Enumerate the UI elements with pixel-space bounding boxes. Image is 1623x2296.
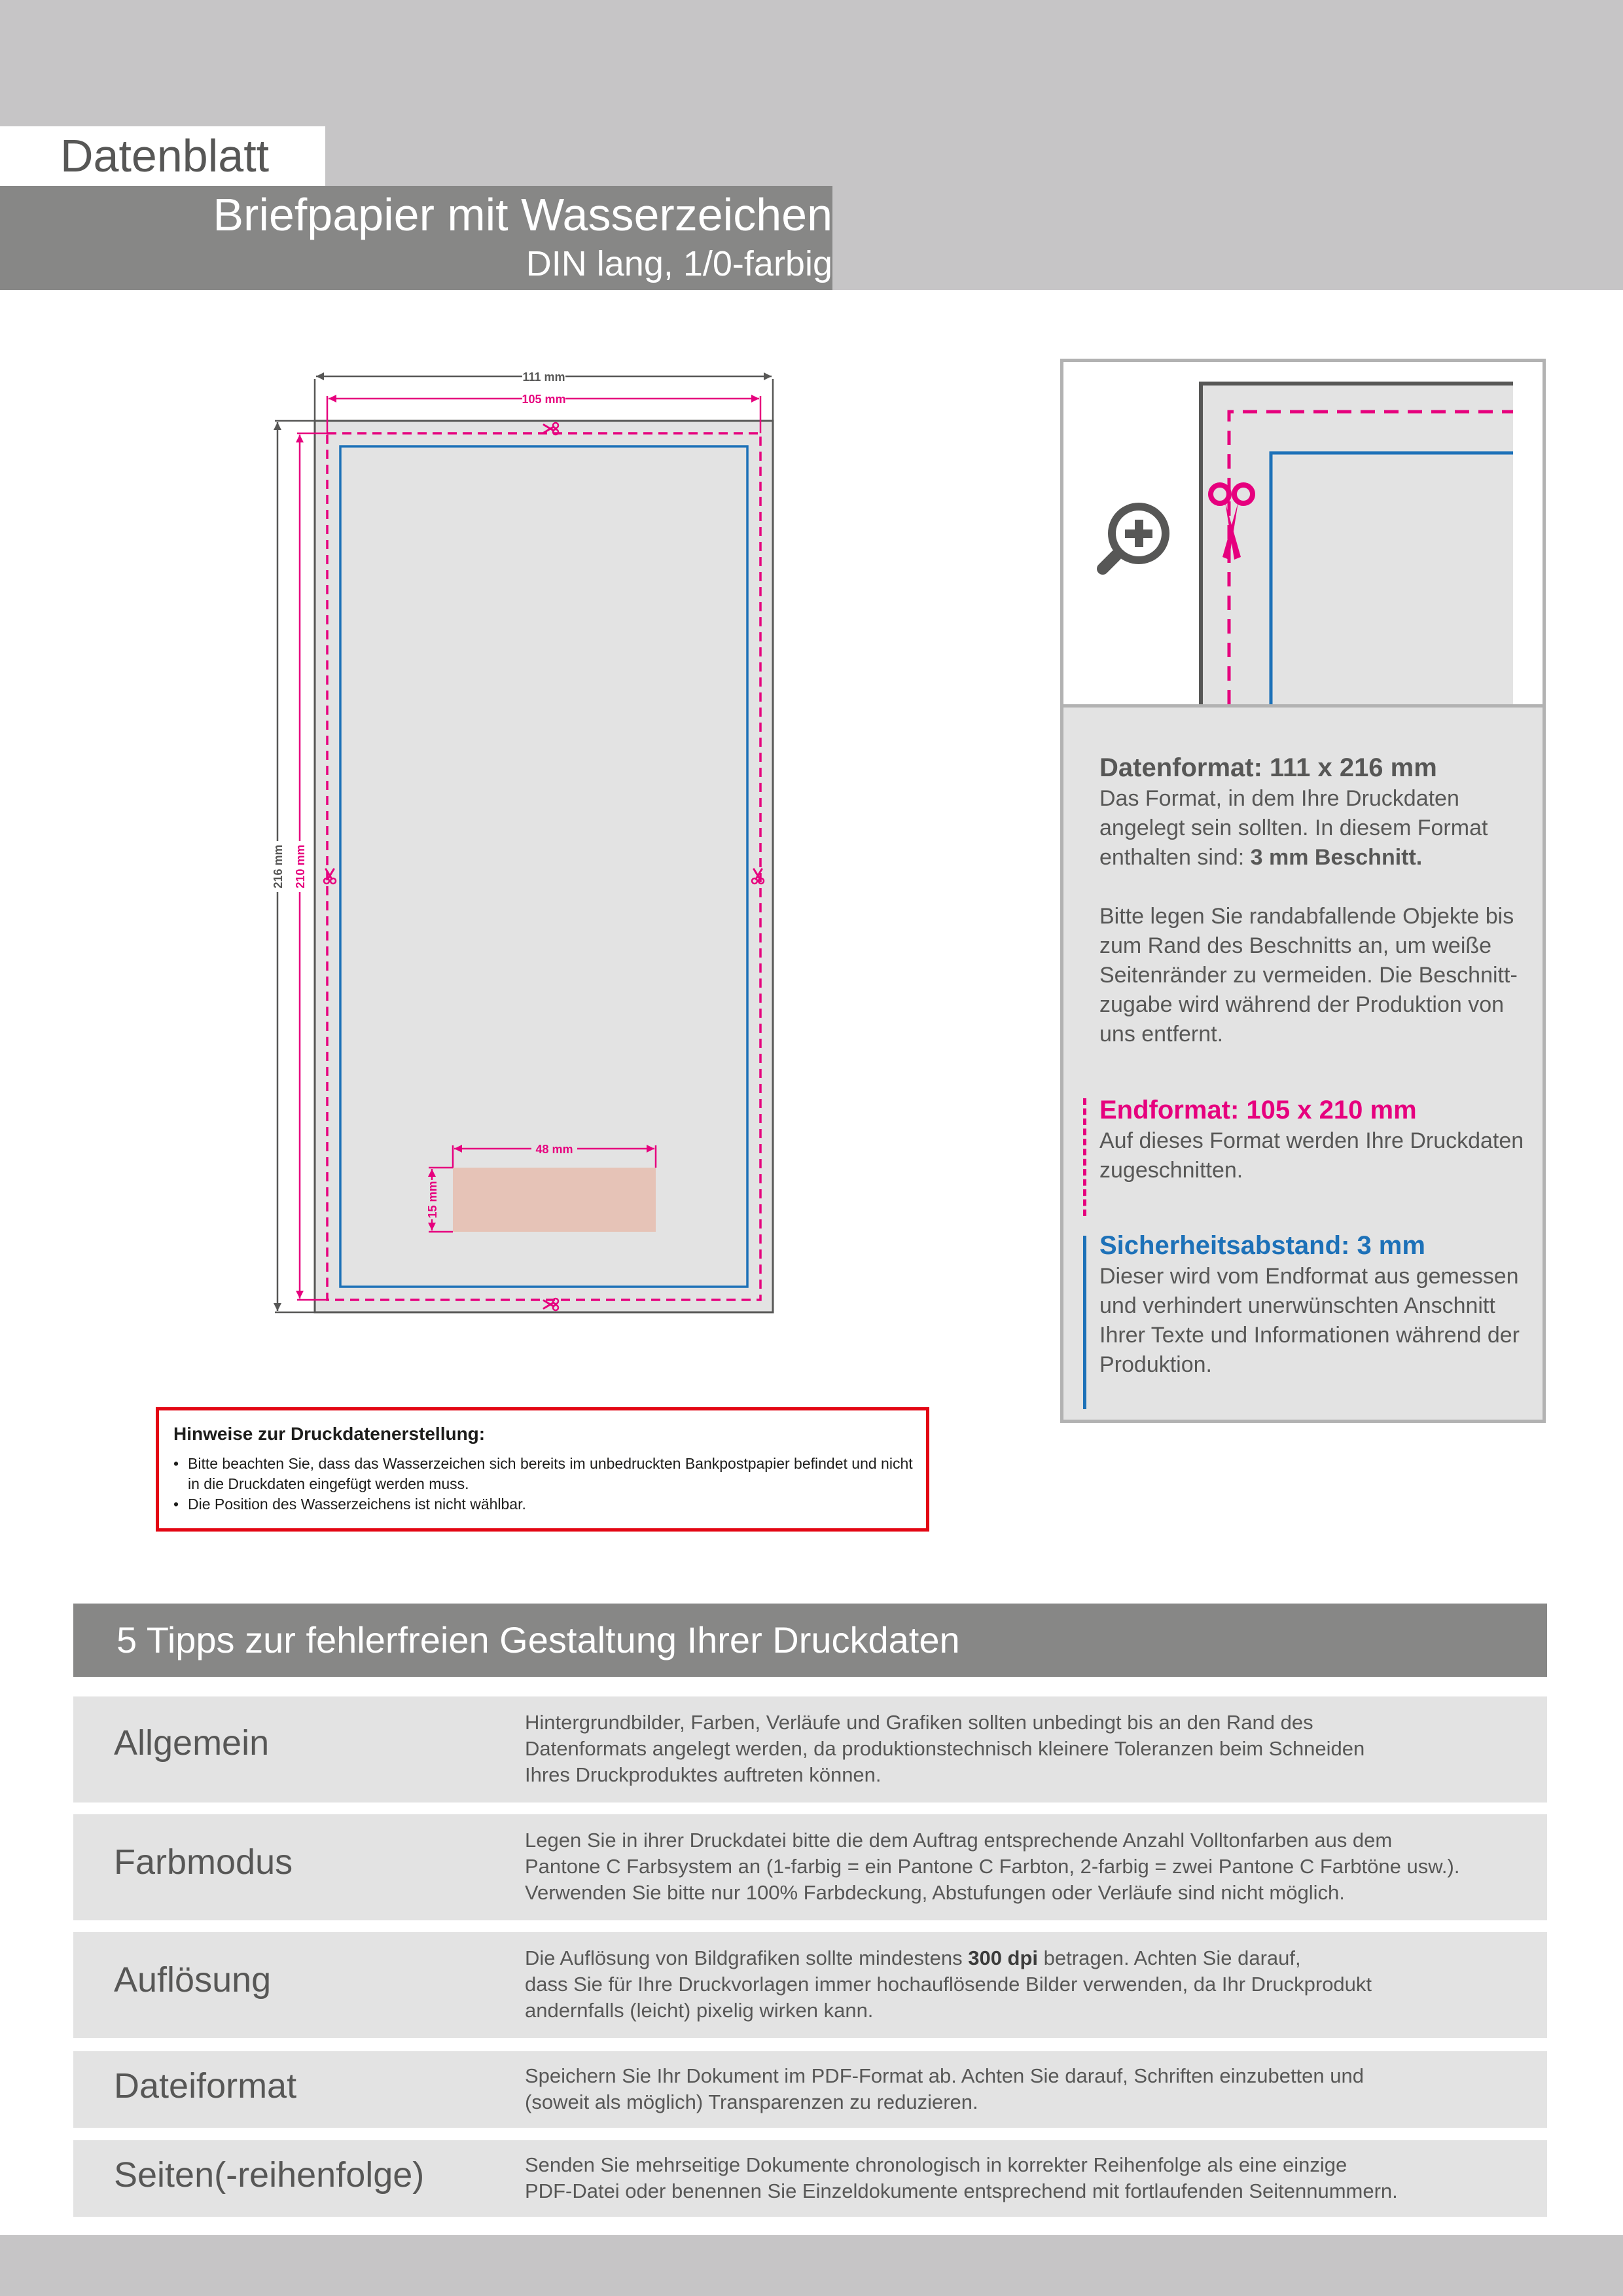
dim-width-data: 111 mm bbox=[522, 370, 565, 384]
safety-margin-marker bbox=[1083, 1236, 1086, 1409]
zoom-in-icon bbox=[1103, 503, 1169, 569]
data-format-title: Datenformat: 111 x 216 mm bbox=[1099, 753, 1437, 782]
hints-title: Hinweise zur Druckdatenerstellung: bbox=[173, 1424, 486, 1444]
dim-watermark-width: 48 mm bbox=[535, 1143, 573, 1156]
tip-row-allgemein bbox=[73, 1696, 1547, 1803]
data-format-bleed-text: Bitte legen Sie randabfallende Objekte bis zum Rand des Beschnitts an, um weiße Seitenränder zu vermeiden. Die Beschnitt-zugabe wird während der Produktion von uns entfernt. bbox=[1099, 904, 1518, 1047]
watermark-area bbox=[453, 1168, 656, 1232]
end-format-title: Endformat: 105 x 210 mm bbox=[1099, 1096, 1417, 1124]
tip-row-seiten bbox=[73, 2140, 1547, 2217]
data-format-info bbox=[1099, 751, 1531, 1049]
dim-height-final: 210 mm bbox=[294, 844, 307, 889]
tip-text: Hintergrundbilder, Farben, Verläufe und Grafiken sollten unbedingt bis an den Rand des Datenformats angelegt werden, da produktionstechnisch kleinere Toleranzen beim Schneiden Ihres Druckproduktes auftreten können. bbox=[525, 1711, 1365, 1786]
hint-item: • Bitte beachten Sie, dass das Wasserzeichen sich bereits im unbedruckten Bankpostpapier befindet und nicht in die Druckdaten eingefügt werden muss. bbox=[173, 1454, 913, 1494]
tip-label: Seiten(-reihenfolge) bbox=[114, 2155, 425, 2195]
dim-height-data: 216 mm bbox=[272, 844, 285, 889]
tip-row-dateiformat bbox=[73, 2051, 1547, 2128]
safety-margin-info bbox=[1099, 1229, 1531, 1380]
end-format-info bbox=[1099, 1094, 1531, 1185]
tip-text: Speichern Sie Ihr Dokument im PDF-Format ab. Achten Sie darauf, Schriften einzubetten und (soweit als möglich) Transparenzen zu reduzieren. bbox=[525, 2064, 1364, 2113]
dim-watermark-height: 15 mm bbox=[426, 1181, 439, 1219]
tips-title: 5 Tipps zur fehlerfreien Gestaltung Ihrer Druckdaten bbox=[116, 1619, 960, 1660]
page-subtitle: DIN lang, 1/0-farbig bbox=[526, 244, 832, 283]
footer-band bbox=[0, 2235, 1623, 2296]
tip-text: Senden Sie mehrseitige Dokumente chronologisch in korrekter Reihenfolge als eine einzige PDF-Datei oder benennen Sie Einzeldokumente entsprechend mit fortlaufenden Seitennummern. bbox=[525, 2153, 1398, 2202]
format-drawing bbox=[249, 357, 812, 1345]
format-info-panel bbox=[1060, 359, 1546, 1423]
data-format-text: Das Format, in dem Ihre Druckdaten angelegt sein sollten. In diesem Format enthalten sind: 3 mm Beschnitt. bbox=[1099, 786, 1488, 870]
tip-label: Auflösung bbox=[114, 1960, 272, 2000]
zoom-detail bbox=[1063, 362, 1543, 708]
tips-header bbox=[73, 1604, 1547, 1677]
hint-item: • Die Position des Wasserzeichens ist nicht wählbar. bbox=[173, 1494, 913, 1515]
end-format-marker bbox=[1083, 1098, 1086, 1216]
dim-width-final: 105 mm bbox=[522, 393, 566, 406]
safety-margin-text: Dieser wird vom Endformat aus gemessen und verhindert unerwünschten Anschnitt Ihrer Texte und Informationen während der Produktion. bbox=[1099, 1264, 1520, 1377]
page-title: Briefpapier mit Wasserzeichen bbox=[213, 189, 832, 240]
end-format-text: Auf dieses Format werden Ihre Druckdaten zugeschnitten. bbox=[1099, 1128, 1524, 1183]
datasheet-tag: Datenblatt bbox=[60, 130, 270, 181]
tip-row-aufloesung bbox=[73, 1932, 1547, 2038]
safety-margin-title: Sicherheitsabstand: 3 mm bbox=[1099, 1231, 1425, 1260]
tip-label: Dateiformat bbox=[114, 2066, 297, 2106]
tip-label: Farbmodus bbox=[114, 1842, 293, 1882]
tip-text: Die Auflösung von Bildgrafiken sollte mindestens 300 dpi betragen. Achten Sie darauf, dass Sie für Ihre Druckvorlagen immer hochauflösende Bilder verwenden, da Ihr Druckprodukt andernfalls (leicht) pixelig wirken kann. bbox=[525, 1946, 1372, 2022]
print-data-hints bbox=[156, 1407, 929, 1532]
tip-row-farbmodus bbox=[73, 1814, 1547, 1920]
tip-label: Allgemein bbox=[114, 1723, 270, 1763]
tip-text: Legen Sie in ihrer Druckdatei bitte die dem Auftrag entsprechende Anzahl Volltonfarben aus dem Pantone C Farbsystem an (1-farbig = ein Pantone C Farbton, 2-farbig = zwei Pantone C Farbtöne usw.). Verwenden Sie bitte nur 100% Farbdeckung, Abstufungen oder Verläufe sind nicht möglich. bbox=[525, 1829, 1460, 1904]
